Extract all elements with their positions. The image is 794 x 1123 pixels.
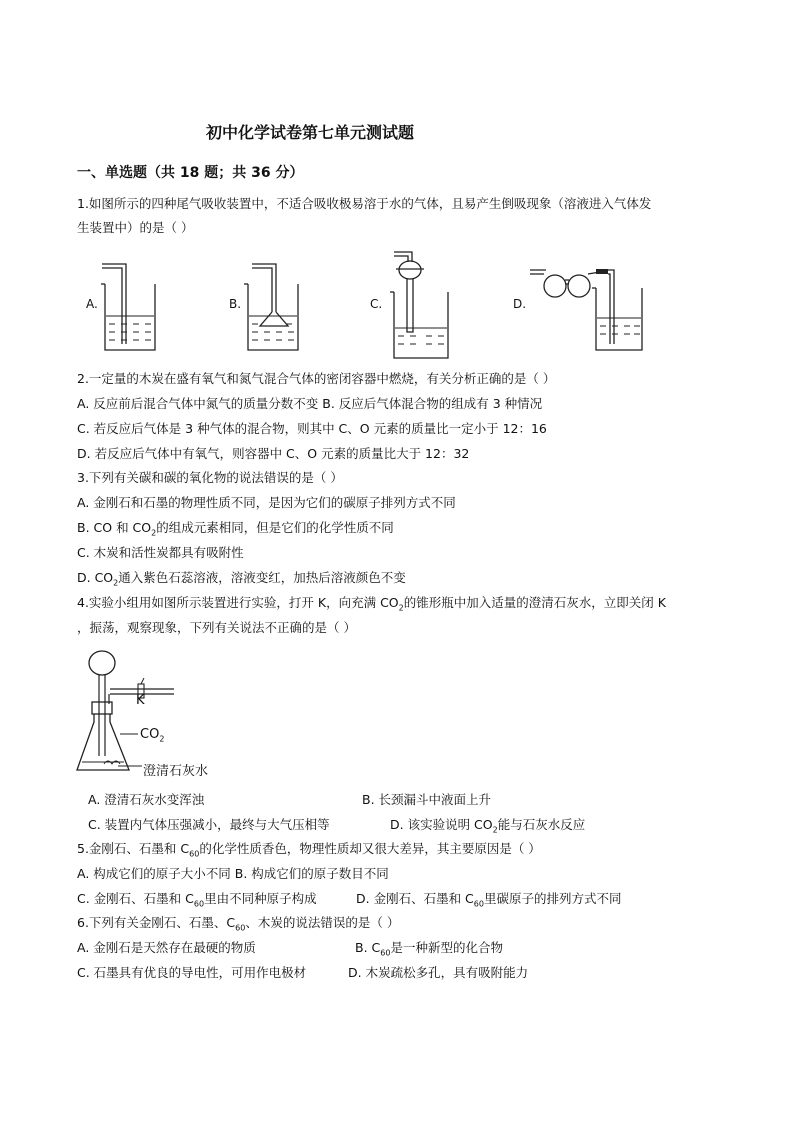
q4-option-d: D. 该实验说明 $CO_2$能与石灰水反应 — [390, 817, 586, 835]
section-heading: 一、单选题（共 18 题；共 36 分） — [77, 165, 304, 181]
q6-option-b: B. $C_{60}$是一种新型的化合物 — [355, 940, 503, 958]
q1-stem-line1: 1.如图所示的四种尾气吸收装置中，不适合吸收极易溶于水的气体，且易产生倒吸现象（溶液进入气体发 — [77, 196, 652, 211]
q2-option-c: C. 若反应后气体是 3 种气体的混合物，则其中 C、O 元素的质量比一定小于 12：16 — [77, 421, 547, 436]
q3-option-d: D. $CO_2$通入紫色石蕊溶液，溶液变红，加热后溶液颜色不变 — [77, 570, 406, 588]
q6-stem: 6.下列有关金刚石、石墨、$C_{60}$、木炭的说法错误的是（ ） — [77, 915, 400, 933]
q5-option-c: C. 金刚石、石墨和 $C_{60}$里由不同种原子构成 — [77, 891, 317, 909]
q3-stem: 3.下列有关碳和碳的氧化物的说法错误的是（ ） — [77, 470, 343, 485]
q2-option-d: D. 若反应后气体中有氧气，则容器中 C、O 元素的质量比大于 12：32 — [77, 446, 470, 461]
q2-options-ab: A. 反应前后混合气体中氮气的质量分数不变 B. 反应后气体混合物的组成有 3 种情况 — [77, 396, 543, 411]
q1-label-b: B. — [229, 297, 242, 311]
q1-label-c: C. — [370, 297, 383, 311]
q1-label-d: D. — [513, 297, 527, 311]
q6-option-c: C. 石墨具有优良的导电性，可用作电极材 — [77, 965, 307, 980]
apparatus-d-figure — [530, 258, 644, 352]
q5-option-d: D. 金刚石、石墨和 $C_{60}$里碳原子的排列方式不同 — [356, 891, 622, 909]
apparatus-a-figure — [97, 258, 159, 352]
valve-k-label: K — [136, 693, 145, 708]
q5-stem: 5.金刚石、石墨和 $C_{60}$的化学性质香色，物理性质却又很大差异，其主要原因是（ ） — [77, 841, 541, 859]
q4-option-a: A. 澄清石灰水变浑浊 — [88, 792, 205, 807]
q3-option-a: A. 金刚石和石墨的物理性质不同，是因为它们的碳原子排列方式不同 — [77, 495, 456, 510]
q4-stem-line2: ，振荡，观察现象，下列有关说法不正确的是（ ） — [77, 620, 356, 635]
q4-option-b: B. 长颈漏斗中液面上升 — [362, 792, 492, 807]
q4-option-c: C. 装置内气体压强减小，最终与大气压相等 — [88, 817, 330, 832]
apparatus-c-figure — [388, 248, 454, 360]
apparatus-b-figure — [240, 258, 302, 352]
q1-stem-line2: 生装置中）的是（ ） — [77, 220, 194, 235]
flask-apparatus-figure — [74, 648, 184, 778]
q6-option-d: D. 木炭疏松多孔，具有吸附能力 — [348, 965, 529, 980]
q3-option-b: B. CO 和 $CO_2$的组成元素相同，但是它们的化学性质不同 — [77, 520, 394, 538]
q4-stem-line1: 4.实验小组用如图所示装置进行实验，打开 K，向充满 $CO_2$的锥形瓶中加入适量的澄清石灰水，立即关闭 K — [77, 595, 666, 613]
q1-label-a: A. — [86, 297, 98, 311]
q6-option-a: A. 金刚石是天然存在最硬的物质 — [77, 940, 256, 955]
page-title: 初中化学试卷第七单元测试题 — [206, 123, 415, 142]
co2-label: $CO_2$ — [140, 727, 165, 744]
limewater-label: 澄清石灰水 — [143, 764, 209, 779]
q3-option-c: C. 木炭和活性炭都具有吸附性 — [77, 545, 244, 560]
q2-stem: 2.一定量的木炭在盛有氧气和氮气混合气体的密闭容器中燃烧，有关分析正确的是（ ） — [77, 371, 556, 386]
q5-options-ab: A. 构成它们的原子大小不同 B. 构成它们的原子数目不同 — [77, 866, 389, 881]
